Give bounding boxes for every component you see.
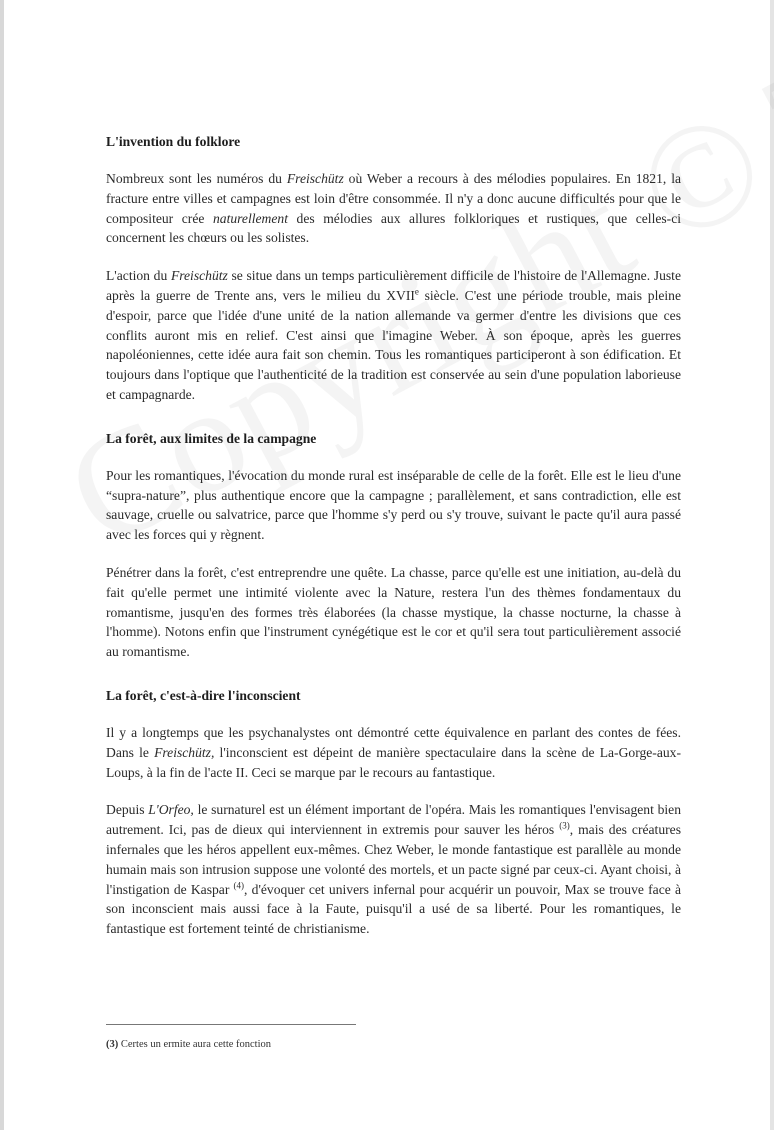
text-run: des mélodies aux allures folkloriques et rustiques, que celles-ci concernent les chœurs ou les solistes.	[106, 210, 682, 246]
text-run: siècle. C'est une période trouble, mais pleine d'espoir, parce que l'idée d'une unité de la nation allemande va germer d'entre les divisions que ces conflits auront mis en relief. C'est ainsi que l'imagine Weber. À son époque, après les guerres napoléoniennes, cette idée aura fait son chemin. Tous les romantiques participeront à son édification. Et toujours dans l'optique que l'authenticité de la tradition est conservée au sein d'une population laborieuse et campagnarde.	[106, 287, 682, 402]
text-run: Nombreux sont les numéros du	[106, 171, 287, 186]
article-body	[106, 132, 681, 939]
note-ref: (4)	[233, 879, 245, 890]
footnote	[106, 1038, 271, 1052]
paragraph	[106, 169, 681, 248]
text-run: Il y a longtemps que les psychanalystes ont démontré cette équivalence en parlant des contes de fées. Dans le	[106, 724, 681, 760]
text-run: L'action du	[106, 268, 171, 284]
note-ref: (3)	[559, 820, 570, 831]
section-heading: La forêt, aux limites de la campagne	[106, 430, 317, 446]
section-heading: La forêt, c'est-à-dire l'inconscient	[106, 687, 301, 703]
text-run: l'inconscient est dépeint de manière spectaculaire dans la scène de La-Gorge-aux-Loups, à la fin de l'acte II. Ceci se marque par le recours au fantastique.	[106, 744, 681, 780]
text-run: , mais des créatures infernales que les héros appellent eux-mêmes. Chez Weber, le monde fantastique est parallèle au monde humain mais son intrusion suppose une volonté des mortels, et un pacte signé par ceux-ci. Ayant choisi, à l'instigation de Kaspar	[106, 822, 681, 897]
footnote-text: Certes un ermite aura cette fonction	[118, 1039, 272, 1050]
italic-run: L'Orfeo,	[148, 802, 194, 818]
text-run: le surnaturel est un élément important de l'opéra. Mais les romantiques l'envisagent bien autrement. Ici, pas de dieux qui interviennent in extremis pour sauver les héros	[106, 802, 681, 838]
text-run: , d'évoquer cet univers infernal pour acquérir un pouvoir, Max se trouve face à son inconscient mais aussi face à la Faute, puisqu'il a usé de sa liberté. Pour les romantiques, le fantastique est fortement teinté de christianisme.	[106, 881, 681, 937]
text-run: se situe dans un temps particulièrement difficile de l'histoire de l'Allemagne. Juste après la guerre de Trente ans, vers le milieu du XVII	[106, 268, 681, 303]
italic-run: naturellement	[212, 210, 288, 226]
paragraph	[106, 466, 681, 545]
footnote-rule	[106, 1024, 356, 1025]
paragraph	[106, 723, 681, 782]
italic-run: Freischütz,	[154, 744, 215, 760]
note-ref: e	[414, 286, 419, 297]
scan-edge-right	[770, 0, 774, 1130]
footnote-number: (3)	[106, 1039, 119, 1050]
text-run: Pour les romantiques, l'évocation du monde rural est inséparable de celle de la forêt. Elle est le lieu d'une “supra-nature”, plus authentique encore que la campagne ; parallèlement, et sans contradiction, elle est sauvage, cruelle ou salvatrice, parce que l'homme s'y perd ou s'y trouve, suivant le pacte qu'il aura passé avec les forces qui y règnent.	[106, 467, 681, 543]
text-run: Pénétrer dans la forêt, c'est entreprendre une quête. La chasse, parce qu'elle est une initiation, au-delà du fait qu'elle permet une intimité violente avec la Nature, restera l'un des thèmes fondamentaux du romantisme, jusqu'en des formes très élaborées (la chasse mystique, la chasse nocturne, la chasse à l'homme). Notons enfin que l'instrument cynégétique est le cor et qu'il sera tout particulièrement associé au romantisme.	[106, 564, 681, 660]
section-heading: L'invention du folklore	[106, 134, 241, 149]
paragraph	[106, 266, 681, 405]
paragraph	[106, 800, 681, 939]
scan-edge-left	[0, 0, 4, 1130]
italic-run: Freischütz	[286, 171, 344, 186]
italic-run: Freischütz	[170, 268, 228, 284]
text-run: Depuis	[106, 802, 149, 818]
text-run: où Weber a recours à des mélodies populaires. En 1821, la fracture entre villes et campagnes est loin d'être consommée. Il n'y a donc aucune difficultés pour que le compositeur crée	[106, 171, 682, 226]
paragraph	[106, 563, 681, 662]
